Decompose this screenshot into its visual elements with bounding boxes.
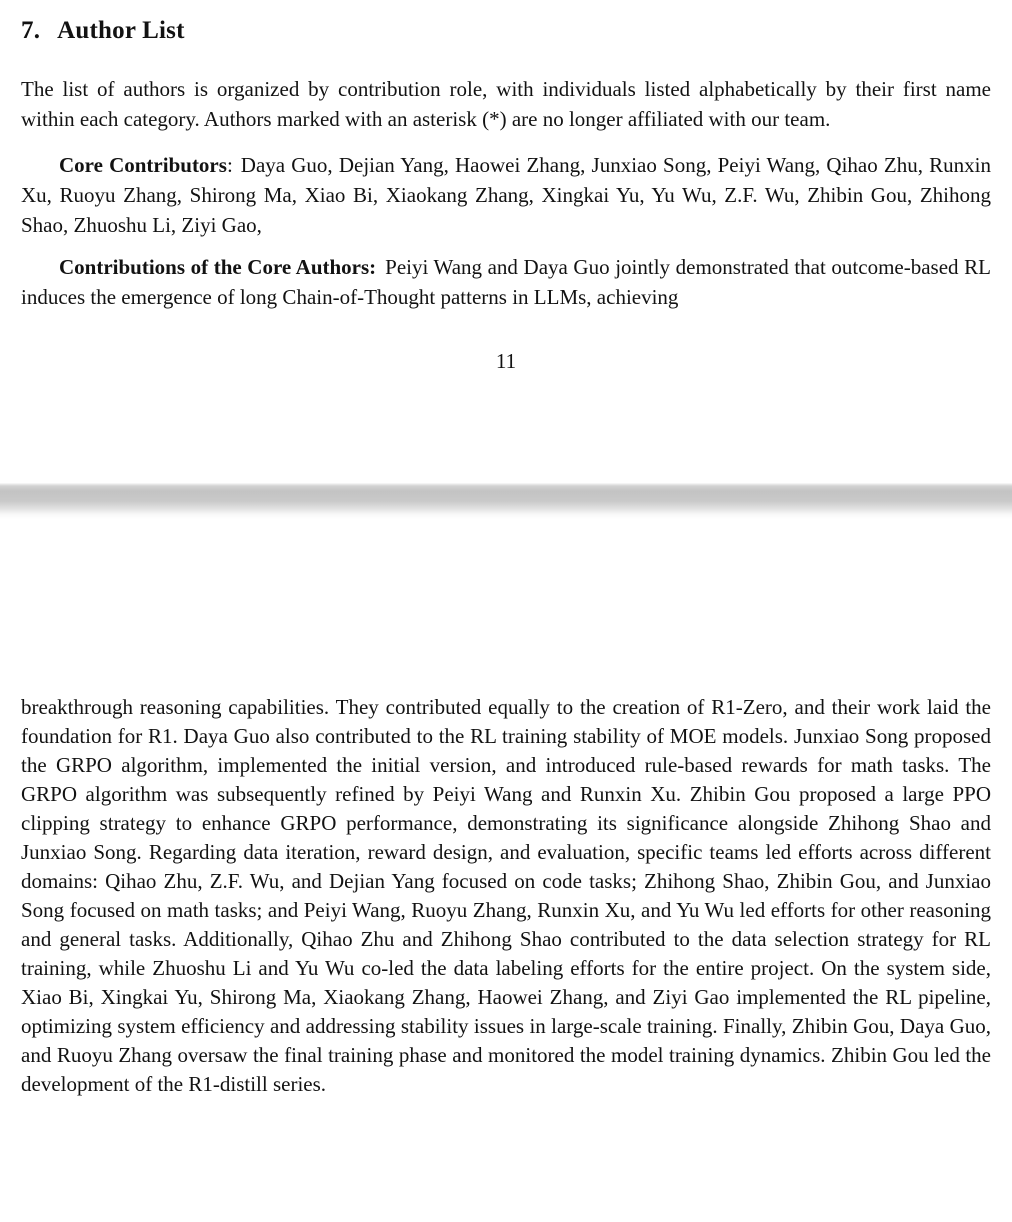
- page-12-top-margin: [0, 519, 1012, 693]
- core-contributors-names: Daya Guo, Dejian Yang, Haowei Zhang, Junxiao Song, Peiyi Wang, Qihao Zhu, Runxin Xu, Ruoyu Zhang, Shirong Ma, Xiao Bi, Xiaokang Zhang, Xingkai Yu, Yu Wu, Z.F. Wu, Zhibin Gou, Zhihong Shao, Zhuoshu Li, Ziyi Gao,: [21, 153, 991, 237]
- page-11-bottom-margin: [0, 376, 1012, 483]
- section-number: 7.: [21, 17, 41, 44]
- contributions-text: Peiyi Wang and Daya Guo jointly demonstrated that outcome-based RL induces the emergence of long Chain-of-Thought patterns in LLMs, achieving: [21, 255, 991, 309]
- section-heading: [21, 16, 991, 46]
- continuation-paragraph: breakthrough reasoning capabilities. They contributed equally to the creation of R1-Zero, and their work laid the foundation for R1. Daya Guo also contributed to the RL training stability of MOE models. Junxiao Song proposed the GRPO algorithm, implemented the initial version, and introduced rule-based rewards for math tasks. The GRPO algorithm was subsequently refined by Peiyi Wang and Runxin Xu. Zhibin Gou proposed a large PPO clipping strategy to enhance GRPO performance, demonstrating its significance alongside Zhihong Shao and Junxiao Song. Regarding data iteration, reward design, and evaluation, specific teams led efforts across different domains: Qihao Zhu, Z.F. Wu, and Dejian Yang focused on code tasks; Zhihong Shao, Zhibin Gou, and Junxiao Song focused on math tasks; and Peiyi Wang, Ruoyu Zhang, Runxin Xu, and Yu Wu led efforts for other reasoning and general tasks. Additionally, Qihao Zhu and Zhihong Shao contributed to the data selection strategy for RL training, while Zhuoshu Li and Yu Wu co-led the data labeling efforts for the entire project. On the system side, Xiao Bi, Xingkai Yu, Shirong Ma, Xiaokang Zhang, Haowei Zhang, and Ziyi Gao implemented the RL pipeline, optimizing system efficiency and addressing stability issues in large-scale training. Finally, Zhibin Gou, Daya Guo, and Ruoyu Zhang oversaw the final training phase and monitored the model training dynamics. Zhibin Gou led the development of the R1-distill series.: [21, 695, 991, 1096]
- page-separator: [0, 483, 1012, 519]
- section-title: Author List: [57, 17, 185, 44]
- contributions-label: Contributions of the Core Authors:: [59, 255, 377, 279]
- core-contributors-label: Core Contributors: [59, 153, 227, 177]
- page-number: 11: [495, 349, 517, 373]
- intro-paragraph: The list of authors is organized by contribution role, with individuals listed alphabetically by their first name within each category. Authors marked with an asterisk (*) are no longer affiliated with our team.: [21, 77, 991, 131]
- contributions-paragraph: [21, 252, 991, 312]
- page-11-content: [0, 16, 1012, 376]
- core-contributors-colon: :: [226, 153, 233, 177]
- core-contributors-paragraph: [21, 150, 991, 240]
- page-12-content: [0, 693, 1012, 1099]
